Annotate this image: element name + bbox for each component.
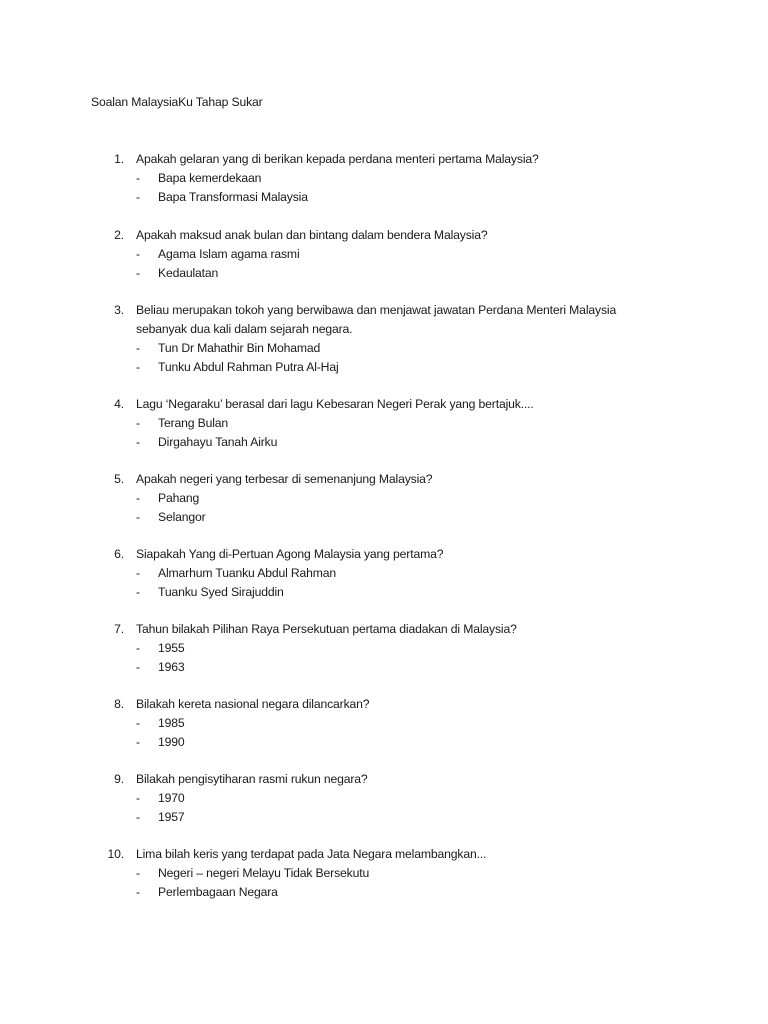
question-text: Bilakah pengisytiharan rasmi rukun negara? [136, 772, 368, 786]
option-marker: - [136, 716, 140, 730]
option-marker: - [136, 510, 140, 524]
option-marker: - [136, 810, 140, 824]
question-item [0, 771, 768, 828]
question-number: 4. [114, 397, 124, 411]
option-marker: - [136, 660, 140, 674]
question-number: 10. [107, 847, 124, 861]
question-item [0, 546, 768, 603]
question-number: 8. [114, 697, 124, 711]
option-text: Selangor [158, 510, 206, 524]
option-marker: - [136, 266, 140, 280]
option-marker: - [136, 416, 140, 430]
option-text: 1955 [158, 641, 185, 655]
question-number: 3. [114, 303, 124, 317]
question-text: Tahun bilakah Pilihan Raya Persekutuan pertama diadakan di Malaysia? [136, 622, 517, 636]
option-text: Tuanku Syed Sirajuddin [158, 585, 284, 599]
option-marker: - [136, 360, 140, 374]
option-marker: - [136, 585, 140, 599]
option-text: Pahang [158, 491, 200, 505]
option-marker: - [136, 641, 140, 655]
question-number: 9. [114, 772, 124, 786]
option-marker: - [136, 885, 140, 899]
option-text: Agama Islam agama rasmi [158, 247, 300, 261]
option-text: Bapa Transformasi Malaysia [158, 190, 308, 204]
option-text: Tunku Abdul Rahman Putra Al-Haj [158, 360, 339, 374]
question-number: 1. [114, 152, 124, 166]
option-text: Kedaulatan [158, 266, 219, 280]
option-text: Almarhum Tuanku Abdul Rahman [158, 566, 337, 580]
question-item [0, 151, 768, 208]
question-text: Apakah gelaran yang di berikan kepada perdana menteri pertama Malaysia? [136, 152, 539, 166]
option-marker: - [136, 735, 140, 749]
question-text: Beliau merupakan tokoh yang berwibawa dan menjawat jawatan Perdana Menteri Malaysia [136, 303, 617, 317]
option-text: 1985 [158, 716, 185, 730]
option-marker: - [136, 791, 140, 805]
question-text: Apakah negeri yang terbesar di semenanjung Malaysia? [136, 472, 433, 486]
question-item [0, 471, 768, 528]
question-text-continued: sebanyak dua kali dalam sejarah negara. [136, 322, 353, 336]
option-marker: - [136, 491, 140, 505]
option-text: 1970 [158, 791, 185, 805]
question-item [0, 621, 768, 678]
option-marker: - [136, 247, 140, 261]
option-marker: - [136, 190, 140, 204]
option-marker: - [136, 566, 140, 580]
question-number: 7. [114, 622, 124, 636]
question-text: Bilakah kereta nasional negara dilancarkan? [136, 697, 370, 711]
question-text: Lima bilah keris yang terdapat pada Jata Negara melambangkan... [136, 847, 487, 861]
option-marker: - [136, 866, 140, 880]
question-item [0, 227, 768, 284]
option-text: Negeri – negeri Melayu Tidak Bersekutu [158, 866, 370, 880]
question-number: 5. [114, 472, 124, 486]
option-marker: - [136, 435, 140, 449]
question-item [0, 696, 768, 753]
option-marker: - [136, 171, 140, 185]
option-text: Perlembagaan Negara [158, 885, 278, 899]
question-item [0, 846, 768, 903]
option-text: Tun Dr Mahathir Bin Mohamad [158, 341, 321, 355]
document-title: Soalan MalaysiaKu Tahap Sukar [91, 95, 263, 109]
question-text: Apakah maksud anak bulan dan bintang dalam bendera Malaysia? [136, 228, 488, 242]
question-number: 6. [114, 547, 124, 561]
option-text: 1990 [158, 735, 185, 749]
option-text: Terang Bulan [158, 416, 229, 430]
question-item [0, 396, 768, 453]
option-text: Bapa kemerdekaan [158, 171, 262, 185]
option-text: Dirgahayu Tanah Airku [158, 435, 278, 449]
option-text: 1957 [158, 810, 185, 824]
option-text: 1963 [158, 660, 185, 674]
question-number: 2. [114, 228, 124, 242]
question-text: Siapakah Yang di-Pertuan Agong Malaysia yang pertama? [136, 547, 444, 561]
option-marker: - [136, 341, 140, 355]
question-text: Lagu ‘Negaraku’ berasal dari lagu Kebesaran Negeri Perak yang bertajuk.... [136, 397, 534, 411]
question-item [0, 302, 768, 378]
